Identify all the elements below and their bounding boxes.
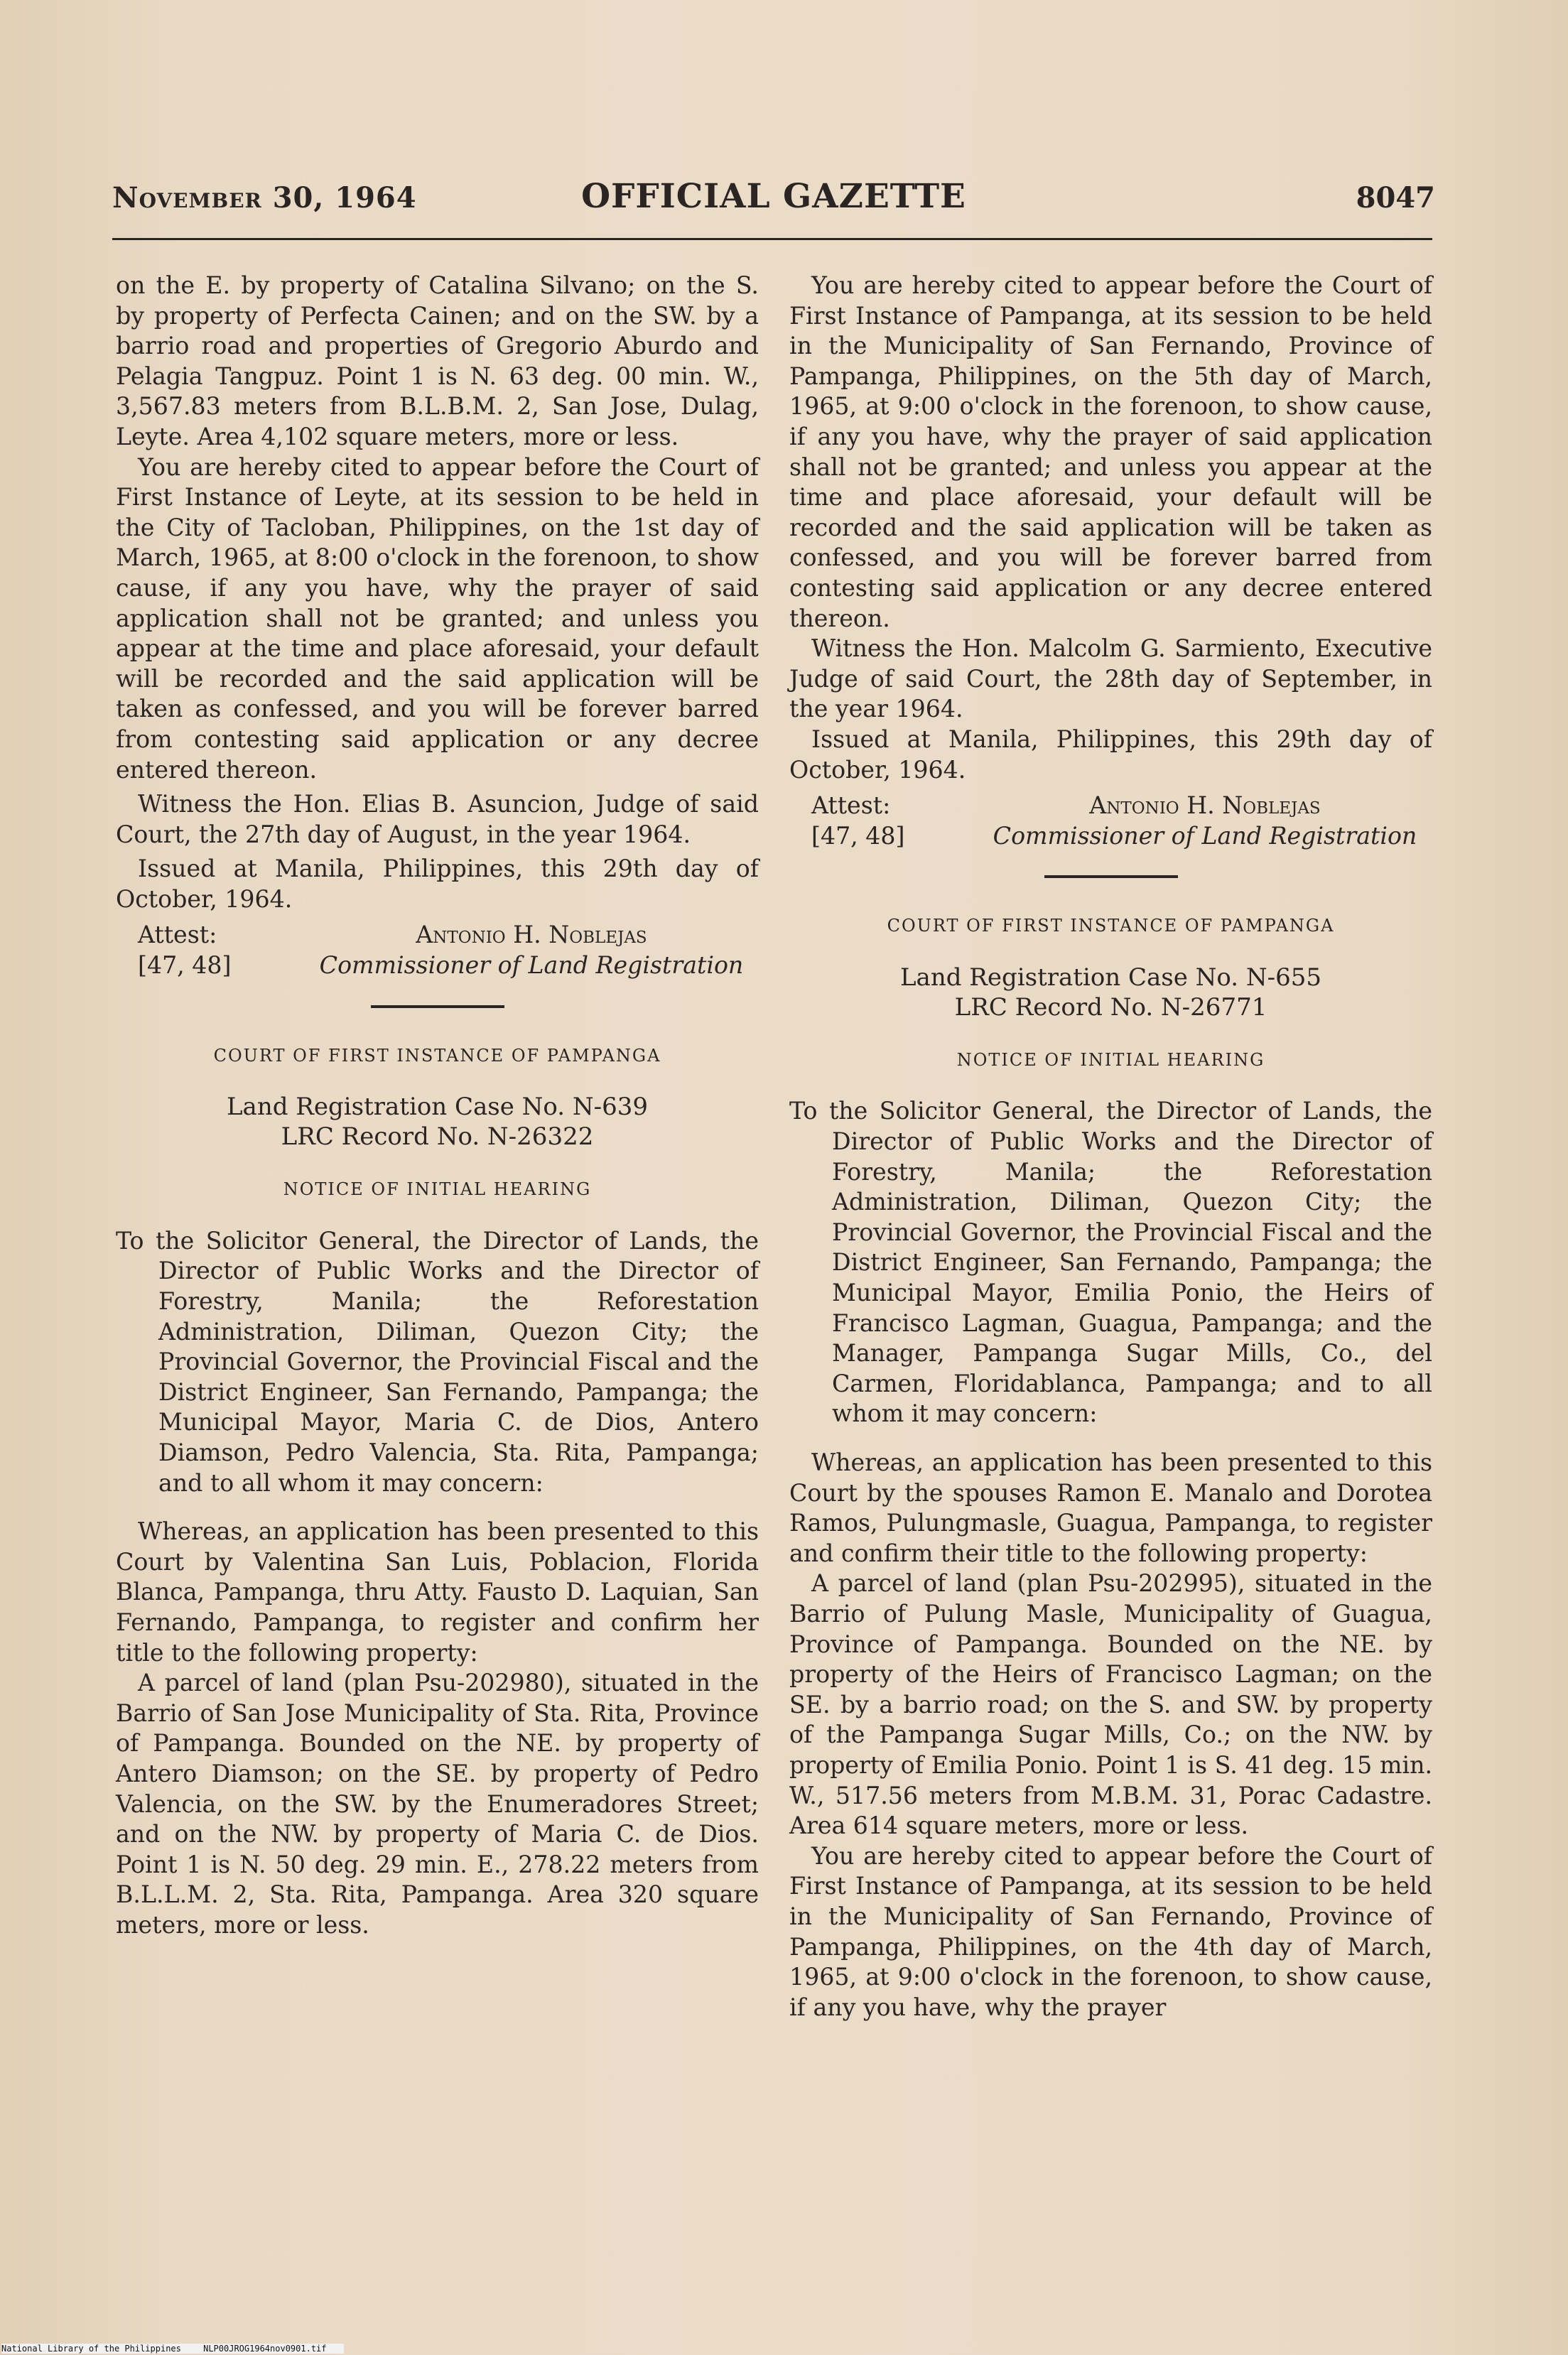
section-divider: [1044, 875, 1178, 878]
issue-date: November 30, 1964: [112, 181, 417, 215]
right-column: [789, 271, 1432, 2023]
page-header: [112, 177, 1435, 224]
case-numbers: [789, 963, 1432, 1022]
paragraph: You are hereby cited to appear before the Court of First Instance of Pampanga, at its session to be held in the Municipality of San Fernando, Province of Pampanga, Philippines, on the 5th day of March, 1965, at 9:00 o'clock in the forenoon, to show cause, if any you have, why the prayer of said application shall not be granted; and unless you appear at the time and place aforesaid, your default will be recorded and the said application will be taken as confessed, and you will be forever barred from contesting said application or any decree entered thereon.: [789, 271, 1432, 632]
attest-label: Attest:: [811, 791, 891, 820]
attest-label: Attest:: [138, 921, 217, 949]
attest-block: [789, 791, 1432, 821]
footer-file: NLP00JROG1964nov0901.tif: [203, 2344, 327, 2354]
paragraph: You are hereby cited to appear before the Court of First Instance of Pampanga, at its session to be held in the Municipality of San Fernando, Province of Pampanga, Philippines, on the 4th day of March, 1965, at 9:00 o'clock in the forenoon, to show cause, if any you have, why the prayer: [789, 1841, 1432, 2021]
attest-title: Commissioner of Land Registration: [319, 951, 744, 980]
page-number: 8047: [1356, 181, 1435, 215]
attest-block-2: [789, 821, 1432, 852]
paragraph: Issued at Manila, Philippines, this 29th day of October, 1964.: [116, 855, 759, 913]
paragraph: A parcel of land (plan Psu-202980), situated in the Barrio of San Jose Municipality of Sta. Rita, Province of Pampanga. Bounded on the NE. by property of Antero Diamson; on the SE. by property of Pedro Valencia, on the SW. by the Enumeradores Street; and on the NW. by property of Maria C. de Dios. Point 1 is N. 50 deg. 29 min. E., 278.22 meters from B.L.L.M. 2, Sta. Rita, Pampanga. Area 320 square meters, more or less.: [116, 1669, 759, 1939]
notice-heading: NOTICE OF INITIAL HEARING: [956, 1049, 1265, 1070]
attest-block-2: [116, 951, 759, 981]
attest-block: [116, 920, 759, 951]
court-heading: COURT OF FIRST INSTANCE OF PAMPANGA: [213, 1045, 661, 1066]
attest-signatory: Antonio H. Noblejas: [416, 921, 647, 949]
addressees: To the Solicitor General, the Director of Lands, the Director of Public Works and the Director of Forestry, Manila; the Reforestation Administration, Diliman, Quezon City; the Provincial Governor, the Provincial Fiscal and the District Engineer, San Fernando, Pampanga; the Municipal Mayor, Maria C. de Dios, Antero Diamson, Pedro Valencia, Sta. Rita, Pampanga; and to all whom it may concern:: [116, 1226, 759, 1497]
lrc-record: LRC Record No. N-26322: [281, 1122, 594, 1152]
lrc-record: LRC Record No. N-26771: [954, 992, 1267, 1022]
attest-reference: [47, 48]: [138, 951, 232, 980]
paragraph: You are hereby cited to appear before the Court of First Instance of Leyte, at its session to be held in the City of Tacloban, Philippines, on the 1st day of March, 1965, at 8:00 o'clock in the forenoon, to show cause, if any you have, why the prayer of said application shall not be granted; and unless you appear at the time and place aforesaid, your default will be recorded and the said application will be taken as confessed, and you will be forever barred from contesting said application or any decree entered thereon.: [116, 453, 759, 784]
section-divider: [371, 1005, 504, 1008]
footer-source: National Library of the Philippines: [1, 2344, 181, 2354]
paragraph: Witness the Hon. Elias B. Asuncion, Judge of said Court, the 27th day of August, in the year 1964.: [116, 790, 759, 848]
paragraph: on the E. by property of Catalina Silvano; on the S. by property of Perfecta Cainen; and on the SW. by a barrio road and properties of Gregorio Aburdo and Pelagia Tangpuz. Point 1 is N. 63 deg. 00 min. W., 3,567.83 meters from B.L.B.M. 2, San Jose, Dulag, Leyte. Area 4,102 square meters, more or less.: [116, 271, 759, 450]
paragraph: Whereas, an application has been presented to this Court by Valentina San Luis, Poblacion, Florida Blanca, Pampanga, thru Atty. Fausto D. Laquian, San Fernando, Pampanga, to register and confirm her title to the following property:: [116, 1517, 759, 1667]
paragraph: Witness the Hon. Malcolm G. Sarmiento, Executive Judge of said Court, the 28th day of September, in the year 1964.: [789, 634, 1432, 723]
publication-title: OFFICIAL GAZETTE: [581, 177, 966, 216]
case-number: Land Registration Case No. N-655: [899, 963, 1322, 992]
paragraph: Issued at Manila, Philippines, this 29th day of October, 1964.: [789, 725, 1432, 784]
attest-title: Commissioner of Land Registration: [993, 821, 1417, 850]
scan-footer: [1, 2344, 344, 2354]
court-heading: COURT OF FIRST INSTANCE OF PAMPANGA: [887, 916, 1335, 936]
notice-heading: NOTICE OF INITIAL HEARING: [283, 1179, 592, 1200]
left-column: [116, 271, 759, 1941]
case-number: Land Registration Case No. N-639: [226, 1093, 649, 1122]
paragraph: Whereas, an application has been presented to this Court by the spouses Ramon E. Manalo and Dorotea Ramos, Pulungmasle, Guagua, Pampanga, to register and confirm their title to the following property:: [789, 1449, 1432, 1567]
header-rule: [112, 238, 1432, 240]
addressees: To the Solicitor General, the Director of Lands, the Director of Public Works and the Director of Forestry, Manila; the Reforestation Administration, Diliman, Quezon City; the Provincial Governor, the Provincial Fiscal and the District Engineer, San Fernando, Pampanga; the Municipal Mayor, Emilia Ponio, the Heirs of Francisco Lagman, Guagua, Pampanga; and the Manager, Pampanga Sugar Mills, Co., del Carmen, Floridablanca, Pampanga; and to all whom it may concern:: [789, 1097, 1432, 1428]
paragraph: A parcel of land (plan Psu-202995), situated in the Barrio of Pulung Masle, Municipality of Guagua, Province of Pampanga. Bounded on the NE. by property of the Heirs of Francisco Lagman; on the SE. by a barrio road; on the S. and SW. by property of the Pampanga Sugar Mills, Co.; on the NW. by property of Emilia Ponio. Point 1 is S. 41 deg. 15 min. W., 517.56 meters from M.B.M. 31, Porac Cadastre. Area 614 square meters, more or less.: [789, 1569, 1432, 1840]
attest-signatory: Antonio H. Noblejas: [1089, 791, 1321, 820]
attest-reference: [47, 48]: [811, 821, 905, 850]
case-numbers: [116, 1092, 759, 1152]
